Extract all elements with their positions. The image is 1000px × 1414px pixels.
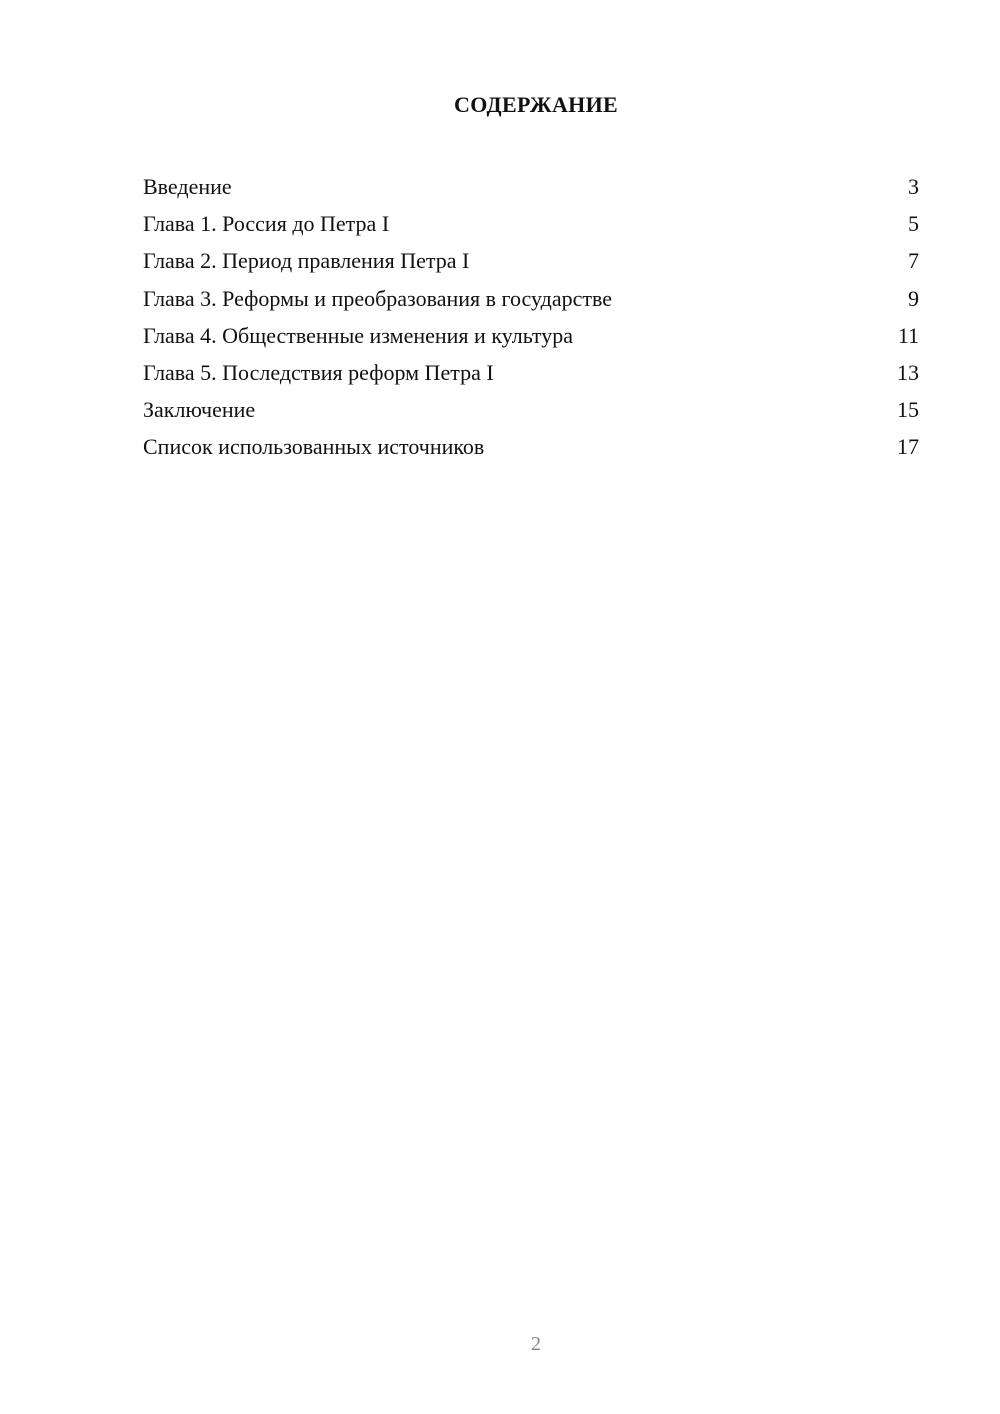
toc-item-label: Глава 3. Реформы и преобразования в государстве bbox=[143, 285, 612, 311]
toc-item-chapter-1 bbox=[143, 205, 919, 242]
toc-item-page: 9 bbox=[908, 285, 919, 311]
toc-item-page: 17 bbox=[897, 434, 919, 460]
toc-item-label: Список использованных источников bbox=[143, 434, 485, 460]
toc-item-chapter-3 bbox=[143, 280, 919, 317]
toc-item-page: 13 bbox=[897, 359, 919, 385]
toc-item-label: Глава 2. Период правления Петра I bbox=[143, 248, 470, 274]
toc-item-label: Заключение bbox=[143, 397, 256, 423]
table-of-contents bbox=[143, 168, 919, 466]
toc-item-label: Глава 1. Россия до Петра I bbox=[143, 211, 390, 237]
toc-item-chapter-2 bbox=[143, 242, 919, 279]
toc-item-page: 7 bbox=[908, 248, 919, 274]
toc-item-page: 15 bbox=[897, 397, 919, 423]
toc-item-page: 3 bbox=[908, 174, 919, 199]
toc-item-page: 5 bbox=[908, 211, 919, 237]
toc-item-label: Введение bbox=[143, 174, 232, 199]
toc-item-label: Глава 4. Общественные изменения и культура bbox=[143, 322, 573, 348]
toc-item-chapter-4 bbox=[143, 317, 919, 354]
page-number: 2 bbox=[531, 1333, 541, 1355]
toc-item-label: Глава 5. Последствия реформ Петра I bbox=[143, 359, 494, 385]
toc-item-conclusion bbox=[143, 391, 919, 428]
toc-item-references bbox=[143, 428, 919, 465]
toc-item-introduction bbox=[143, 168, 919, 205]
toc-item-chapter-5 bbox=[143, 354, 919, 391]
toc-item-page: 11 bbox=[897, 322, 919, 348]
page-title: СОДЕРЖАНИЕ bbox=[454, 92, 618, 117]
